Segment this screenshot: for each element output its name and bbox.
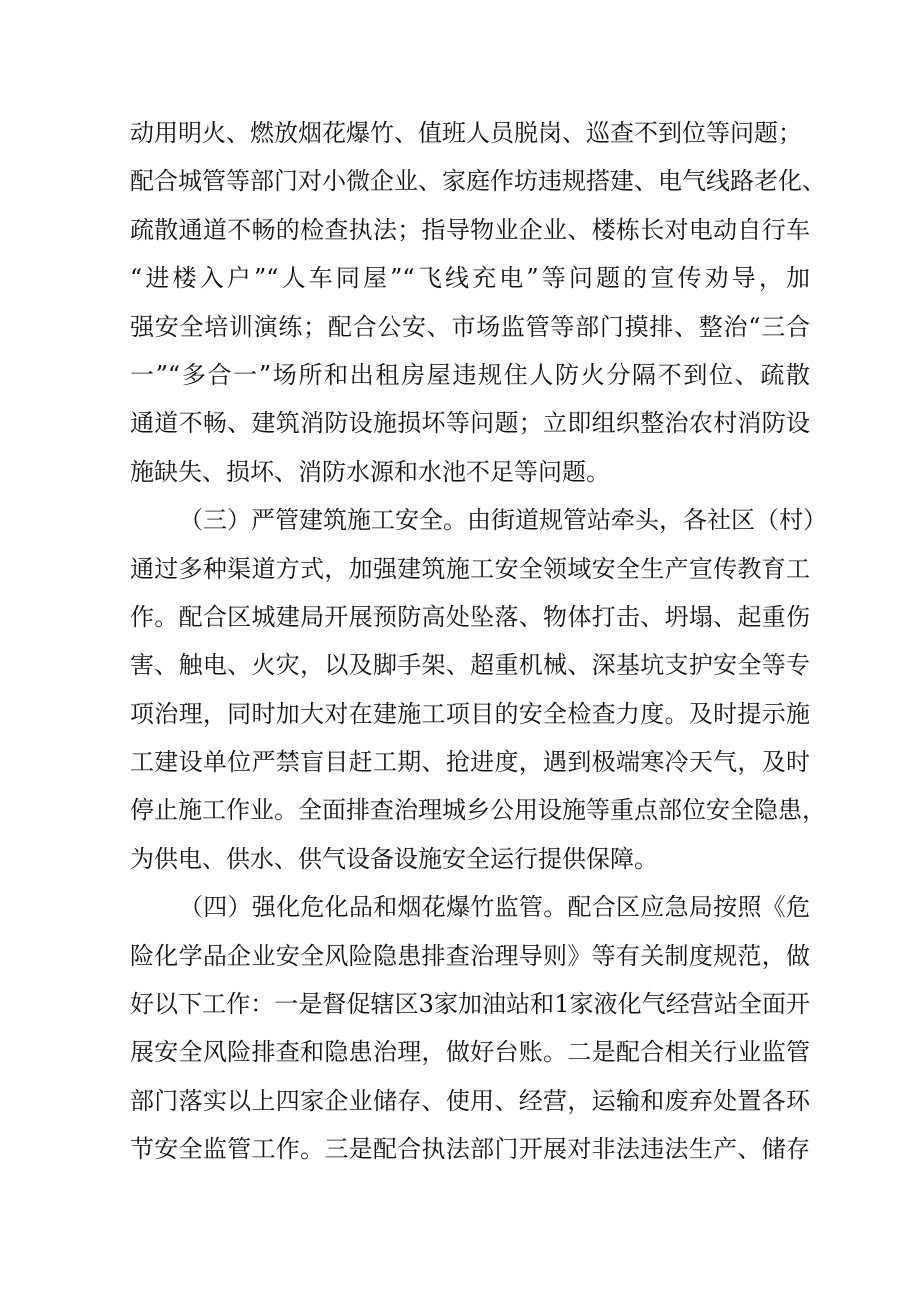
text-line: 险化学品企业安全风险隐患排查治理导则》等有关制度规范，做: [130, 941, 810, 970]
text-line: 害、触电、火灾，以及脚手架、超重机械、深基坑支护安全等专: [130, 651, 810, 680]
text-line: 施缺失、损坏、消防水源和水池不足等问题。: [130, 457, 610, 486]
text-line: “进楼入户”“人车同屋”“飞线充电”等问题的宣传劝导，加: [130, 264, 810, 293]
text-line: 配合城管等部门对小微企业、家庭作坊违规搭建、电气线路老化、: [130, 167, 826, 196]
text-line: 为供电、供水、供气设备设施安全运行提供保障。: [130, 844, 658, 873]
text-line: 部门落实以上四家企业储存、使用、经营，运输和废弃处置各环: [130, 1086, 810, 1115]
text-line: 一”“多合一”场所和出租房屋违规住人防火分隔不到位、疏散: [130, 360, 810, 389]
text-line: 通过多种渠道方式，加强建筑施工安全领域安全生产宣传教育工: [130, 554, 810, 583]
text-line: 工建设单位严禁盲目赶工期、抢进度，遇到极端寒冷天气，及时: [130, 748, 810, 777]
text-line: （三）严管建筑施工安全。由街道规管站牵头，各社区（村）: [179, 506, 827, 535]
text-line: 项治理，同时加大对在建施工项目的安全检查力度。及时提示施: [130, 699, 810, 728]
text-line: 好以下工作：一是督促辖区3家加油站和1家液化气经营站全面开: [130, 990, 810, 1019]
text-line: 疏散通道不畅的检查执法；指导物业企业、楼栋长对电动自行车: [130, 215, 810, 244]
text-line: 展安全风险排查和隐患治理，做好台账。二是配合相关行业监管: [130, 1038, 810, 1067]
text-line: 节安全监管工作。三是配合执法部门开展对非法违法生产、储存: [130, 1135, 810, 1164]
text-line: 作。配合区城建局开展预防高处坠落、物体打击、坍塌、起重伤: [130, 602, 810, 631]
text-line: 强安全培训演练；配合公安、市场监管等部门摸排、整治“三合: [130, 312, 810, 341]
text-line: （四）强化危化品和烟花爆竹监管。配合区应急局按照《危: [179, 893, 810, 922]
text-line: 停止施工作业。全面排查治理城乡公用设施等重点部位安全隐患，: [130, 796, 826, 825]
text-line: 通道不畅、建筑消防设施损坏等问题；立即组织整治农村消防设: [130, 409, 810, 438]
text-line: 动用明火、燃放烟花爆竹、值班人员脱岗、巡查不到位等问题；: [130, 119, 802, 147]
body-text: [130, 109, 827, 1174]
